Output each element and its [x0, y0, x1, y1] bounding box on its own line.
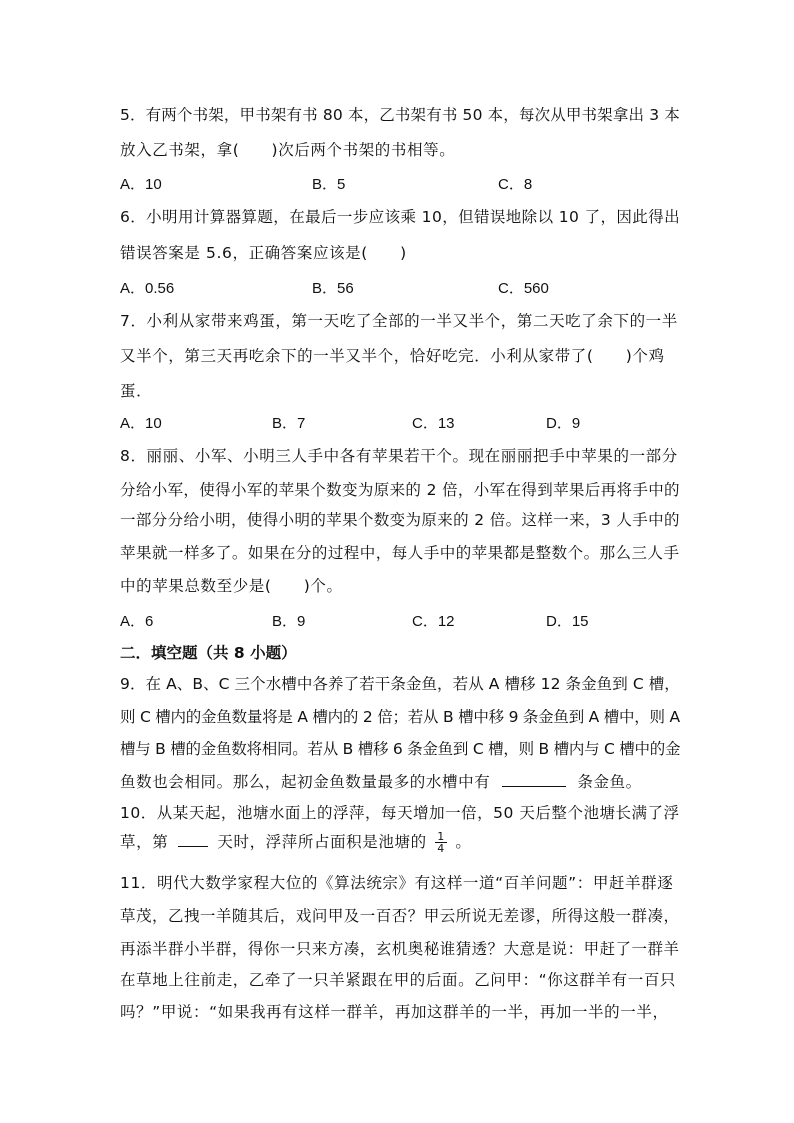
question-5-line-2: 放入乙书架，拿( )次后两个书架的书相等。 [120, 141, 456, 159]
q5-option-b: B．5 [312, 176, 346, 193]
question-8-line-2: 分给小军，使得小军的苹果个数变为原来的 2 倍，小军在得到苹果后再将手中的 [120, 481, 680, 499]
q5-option-a: A．10 [120, 176, 162, 193]
question-11-line-4: 在草地上往前走，乙牵了一只羊紧跟在甲的后面。乙问甲：“你这群羊有一百只 [120, 971, 677, 989]
q6-option-b: B．56 [312, 280, 354, 297]
question-10-line-2-start: 草，第 [120, 833, 169, 851]
fraction [435, 831, 447, 854]
q6-option-c: C．560 [498, 280, 549, 297]
question-8-line-3: 一部分分给小明，使得小明的苹果个数变为原来的 2 倍。这样一来，3 人手中的 [120, 511, 680, 529]
question-11-line-5: 吗？”甲说：“如果我再有这样一群羊，再加这群羊的一半，再加一半的一半， [120, 1003, 669, 1021]
question-10-line-1: 10．从某天起，池塘水面上的浮萍，每天增加一倍，50 天后整个池塘长满了浮 [120, 804, 680, 822]
question-7-line-2: 又半个，第三天再吃余下的一半又半个，恰好吃完．小利从家带了( )个鸡 [120, 347, 665, 365]
q5-option-c: C．8 [498, 176, 533, 193]
question-5-line-1: 5．有两个书架，甲书架有书 80 本，乙书架有书 50 本，每次从甲书架拿出 3 本 [120, 106, 680, 124]
q7-option-b: B．7 [272, 415, 306, 432]
q8-option-d: D．15 [546, 613, 589, 630]
fraction-denominator: 4 [437, 842, 445, 855]
q7-option-c: C．13 [412, 415, 455, 432]
q6-option-a: A．0.56 [120, 280, 175, 297]
q8-option-b: B．9 [272, 613, 306, 630]
q8-option-a: A．6 [120, 613, 154, 630]
question-10-line-2 [120, 831, 471, 854]
question-9-line-3: 槽与 B 槽的金鱼数将相同。若从 B 槽移 6 条金鱼到 C 槽，则 B 槽内与 C 槽中的金 [120, 740, 681, 758]
question-10-line-2-mid: 天时，浮萍所占面积是池塘的 [217, 833, 427, 851]
answer-blank[interactable] [502, 771, 566, 787]
question-8-line-5: 中的苹果总数至少是( )个。 [120, 577, 343, 595]
q7-option-d: D．9 [546, 415, 581, 432]
question-11-line-1: 11．明代大数学家程大位的《算法统宗》有这样一道“百羊问题”：甲赶羊群逐 [120, 874, 674, 892]
question-8-line-4: 苹果就一样多了。如果在分的过程中，每人手中的苹果都是整数个。那么三人手 [120, 544, 680, 562]
fraction-numerator: 1 [437, 830, 445, 843]
question-8-line-1: 8．丽丽、小军、小明三人手中各有苹果若干个。现在丽丽把手中苹果的一部分 [120, 447, 678, 465]
question-9-line-4-tail: 条金鱼。 [577, 773, 642, 791]
question-11-line-2: 草茂，乙拽一羊随其后，戏问甲及一百否？甲云所说无差谬，所得这般一群凑， [120, 907, 680, 925]
q7-option-a: A．10 [120, 415, 162, 432]
question-9-line-4-text: 鱼数也会相同。那么，起初金鱼数量最多的水槽中有 [120, 773, 491, 791]
question-6-line-2: 错误答案是 5.6，正确答案应该是( ) [120, 244, 407, 262]
answer-blank[interactable] [178, 831, 208, 847]
question-9-line-2: 则 C 槽内的金鱼数量将是 A 槽内的 2 倍；若从 B 槽中移 9 条金鱼到 A 槽中，则 A [120, 708, 680, 726]
question-9-line-4 [120, 771, 642, 792]
question-6-line-1: 6．小明用计算器算题，在最后一步应该乘 10，但错误地除以 10 了，因此得出 [120, 208, 680, 226]
question-9-line-1: 9．在 A、B、C 三个水槽中各养了若干条金鱼，若从 A 槽移 12 条金鱼到 C 槽， [120, 675, 680, 693]
q8-option-c: C．12 [412, 613, 455, 630]
section-heading: 二．填空题（共 8 小题） [120, 644, 297, 662]
question-7-line-3: 蛋． [120, 382, 153, 400]
question-7-line-1: 7．小利从家带来鸡蛋，第一天吃了全部的一半又半个，第二天吃了余下的一半 [120, 312, 678, 330]
question-11-line-3: 再添半群小半群，得你一只来方凑，玄机奥秘谁猜透？大意是说：甲赶了一群羊 [120, 940, 680, 958]
question-10-line-2-end: 。 [455, 833, 472, 851]
